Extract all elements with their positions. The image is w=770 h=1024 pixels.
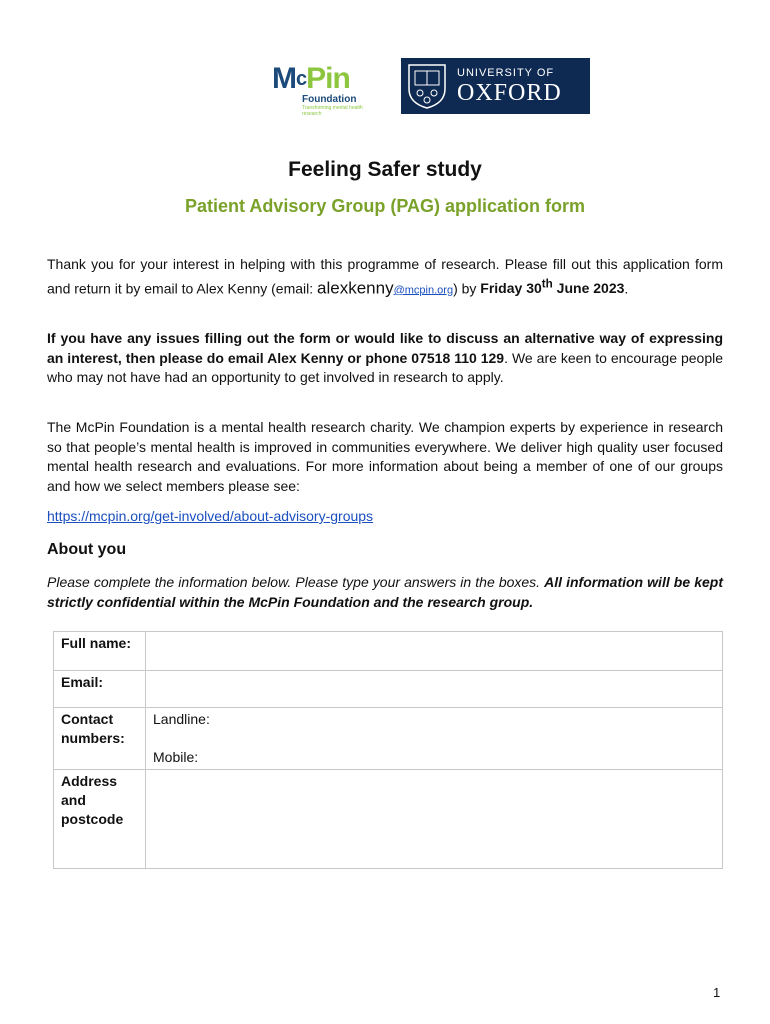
deadline: Friday 30th June 2023 bbox=[480, 277, 625, 297]
mcpin-logo-name: Foundation bbox=[302, 94, 357, 105]
form-row-full-name bbox=[54, 632, 723, 671]
mcpin-logo-mark: $M^cPin$ bbox=[272, 62, 350, 95]
application-form-table bbox=[53, 631, 723, 869]
instructions-paragraph: Please complete the information below. Please type your answers in the boxes. All information will be kept strictly confidential within the McPin Foundation and the research group. bbox=[47, 574, 723, 610]
oxford-logo bbox=[401, 58, 590, 114]
mcpin-logo-tagline: Transforming mental health research bbox=[302, 105, 363, 117]
landline-label: Landline: bbox=[153, 711, 210, 727]
form-row-address bbox=[54, 770, 723, 869]
form-row-email bbox=[54, 671, 723, 708]
mcpin-logo bbox=[272, 64, 368, 118]
oxford-logo-name: OXFORD bbox=[457, 80, 562, 106]
oxford-crest-icon bbox=[407, 63, 447, 109]
form-row-contact bbox=[54, 708, 723, 770]
issues-paragraph: If you have any issues filling out the form or would like to discuss an alternative way of expressing an interest, then please do email Alex Kenny or phone 07518 110 129. We are keen to encourage people who may not have had an opportunity to get involved in research to apply. bbox=[47, 330, 723, 385]
contact-numbers-label: Contact numbers: bbox=[54, 708, 146, 770]
full-name-label: Full name: bbox=[54, 632, 146, 671]
email-user: alexkenny bbox=[317, 278, 394, 298]
email-label: Email: bbox=[54, 671, 146, 708]
intro-paragraph: Thank you for your interest in helping with this programme of research. Please fill out this application form and return it by email to Alex Kenny (email: alexkenny@mcpin.org) by Friday 30th June 2023. bbox=[47, 256, 723, 298]
document-subtitle: Patient Advisory Group (PAG) application form bbox=[184, 196, 586, 216]
page-number: 1 bbox=[713, 985, 721, 1000]
document-title: Feeling Safer study bbox=[288, 158, 482, 181]
address-field[interactable] bbox=[146, 770, 723, 869]
oxford-logo-top: UNIVERSITY OF bbox=[457, 67, 555, 79]
email-domain-link[interactable]: @mcpin.org bbox=[393, 284, 454, 297]
header-logos bbox=[0, 58, 770, 117]
address-label: Address and postcode bbox=[54, 770, 146, 869]
mobile-label: Mobile: bbox=[153, 749, 199, 765]
about-you-heading: About you bbox=[47, 541, 127, 558]
about-mcpin-paragraph: The McPin Foundation is a mental health research charity. We champion experts by experience in research so that people’s mental health is improved in communities everywhere. We deliver high quality user focused mental health research and evaluations. For more information about being a member of one of our groups and how we select members please see: bbox=[47, 419, 723, 494]
email-field[interactable] bbox=[146, 671, 723, 708]
advisory-groups-link[interactable]: https://mcpin.org/get-involved/about-advisory-groups bbox=[47, 508, 374, 524]
contact-numbers-field[interactable] bbox=[146, 708, 723, 770]
full-name-field[interactable] bbox=[146, 632, 723, 671]
